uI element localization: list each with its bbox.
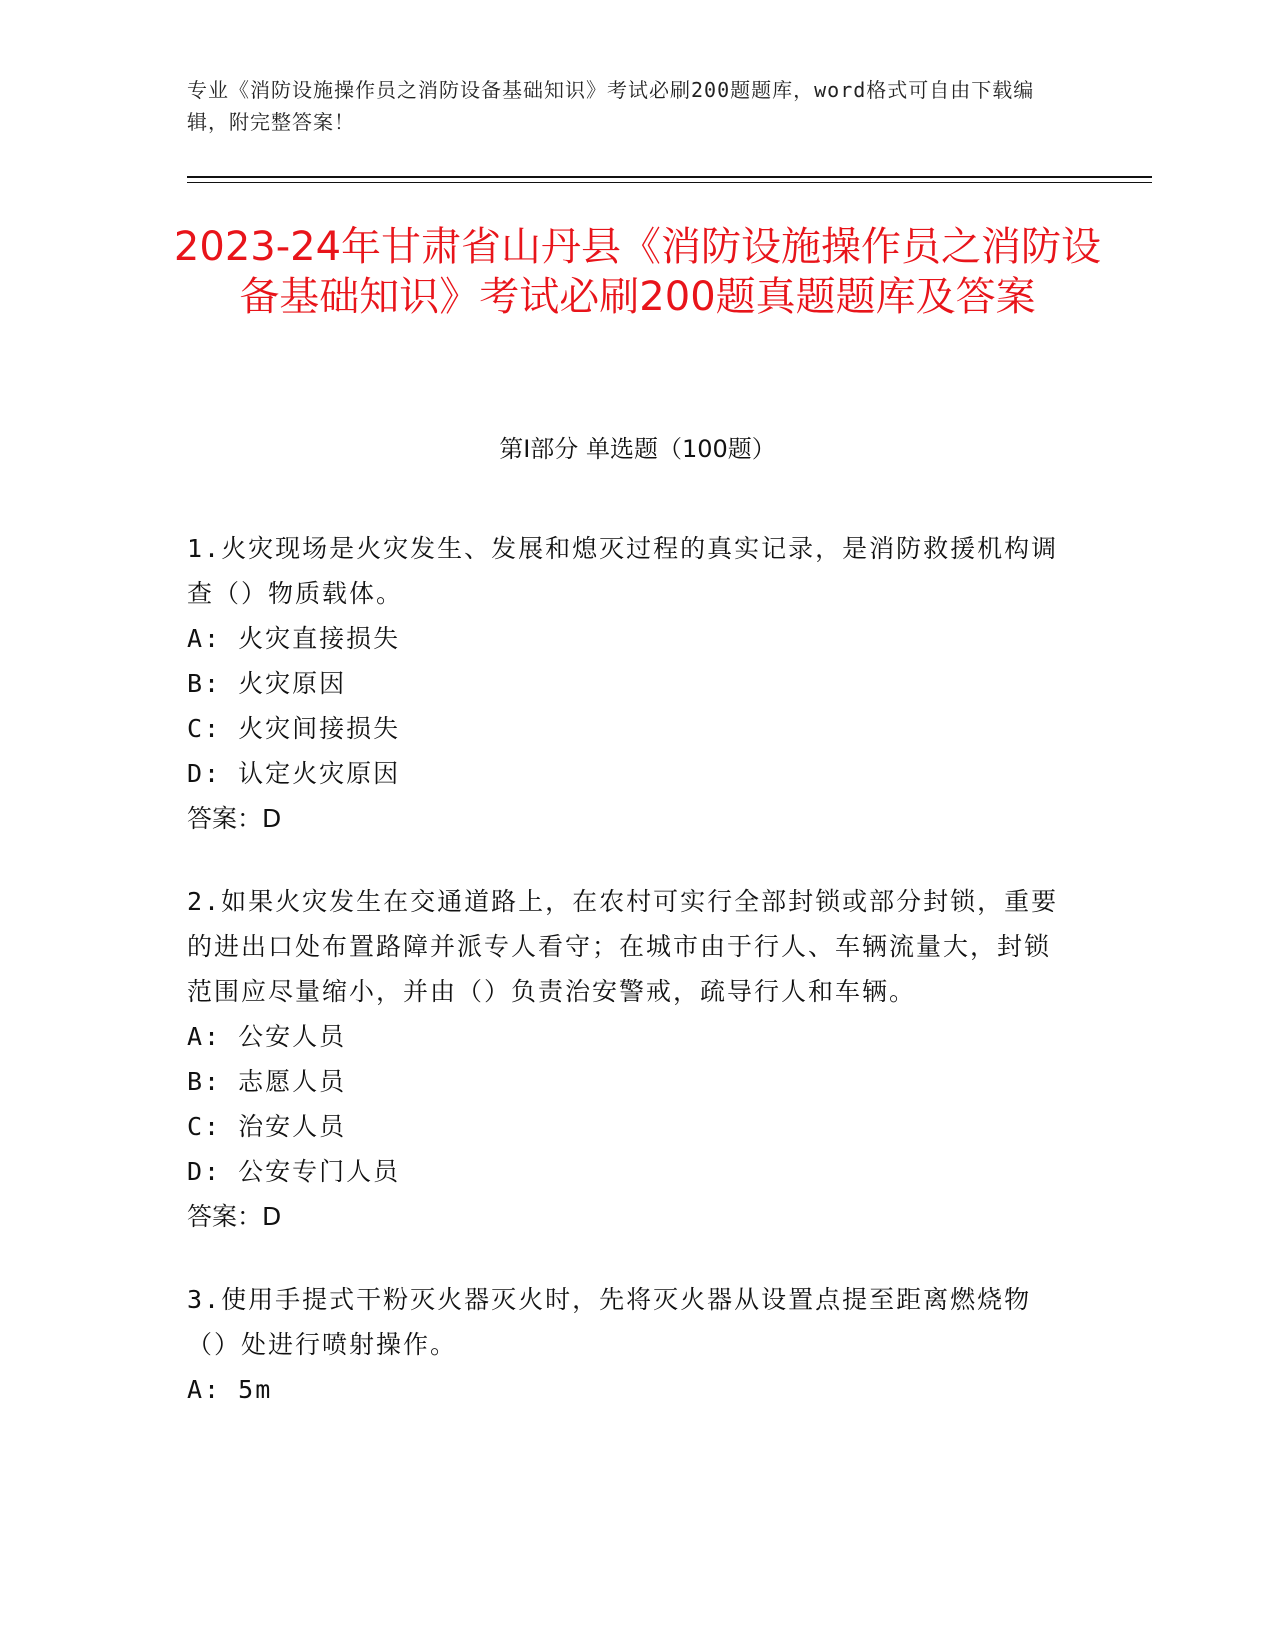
option-c: C: 火灾间接损失	[187, 714, 401, 743]
option-d: D: 公安专门人员	[187, 1157, 401, 1186]
question-1	[187, 526, 1067, 841]
question-stem: 1.火灾现场是火灾发生、发展和熄灭过程的真实记录，是消防救援机构调查（）物质载体。	[187, 534, 1059, 608]
option-b: B: 火灾原因	[187, 669, 347, 698]
question-stem: 3.使用手提式干粉灭火器灭火时，先将灭火器从设置点提至距离燃烧物（）处进行喷射操作。	[187, 1285, 1032, 1359]
option-d: D: 认定火灾原因	[187, 759, 401, 788]
document-title: 2023-24年甘肃省山丹县《消防设施操作员之消防设备基础知识》考试必刷200题真题题库及答案	[173, 224, 1102, 320]
answer-line: 答案：D	[187, 804, 282, 833]
question-stem: 2.如果火灾发生在交通道路上，在农村可实行全部封锁或部分封锁，重要的进出口处布置路障并派专人看守；在城市由于行人、车辆流量大，封锁范围应尽量缩小，并由（）负责治安警戒，疏导行人和车辆。	[187, 887, 1059, 1006]
option-b: B: 志愿人员	[187, 1067, 347, 1096]
header-note: 专业《消防设施操作员之消防设备基础知识》考试必刷200题题库，word格式可自由下载编辑，附完整答案！	[187, 78, 1035, 134]
question-2	[187, 879, 1067, 1239]
answer-line: 答案：D	[187, 1202, 282, 1231]
question-list	[187, 526, 1067, 1450]
header-divider-thin	[187, 182, 1152, 183]
option-c: C: 治安人员	[187, 1112, 347, 1141]
option-a: A: 5m	[187, 1375, 273, 1404]
section-title: 第Ⅰ部分 单选题（100题）	[499, 435, 776, 463]
option-a: A: 公安人员	[187, 1022, 347, 1051]
option-a: A: 火灾直接损失	[187, 624, 401, 653]
header-divider-thick	[187, 176, 1152, 178]
question-3	[187, 1277, 1067, 1412]
